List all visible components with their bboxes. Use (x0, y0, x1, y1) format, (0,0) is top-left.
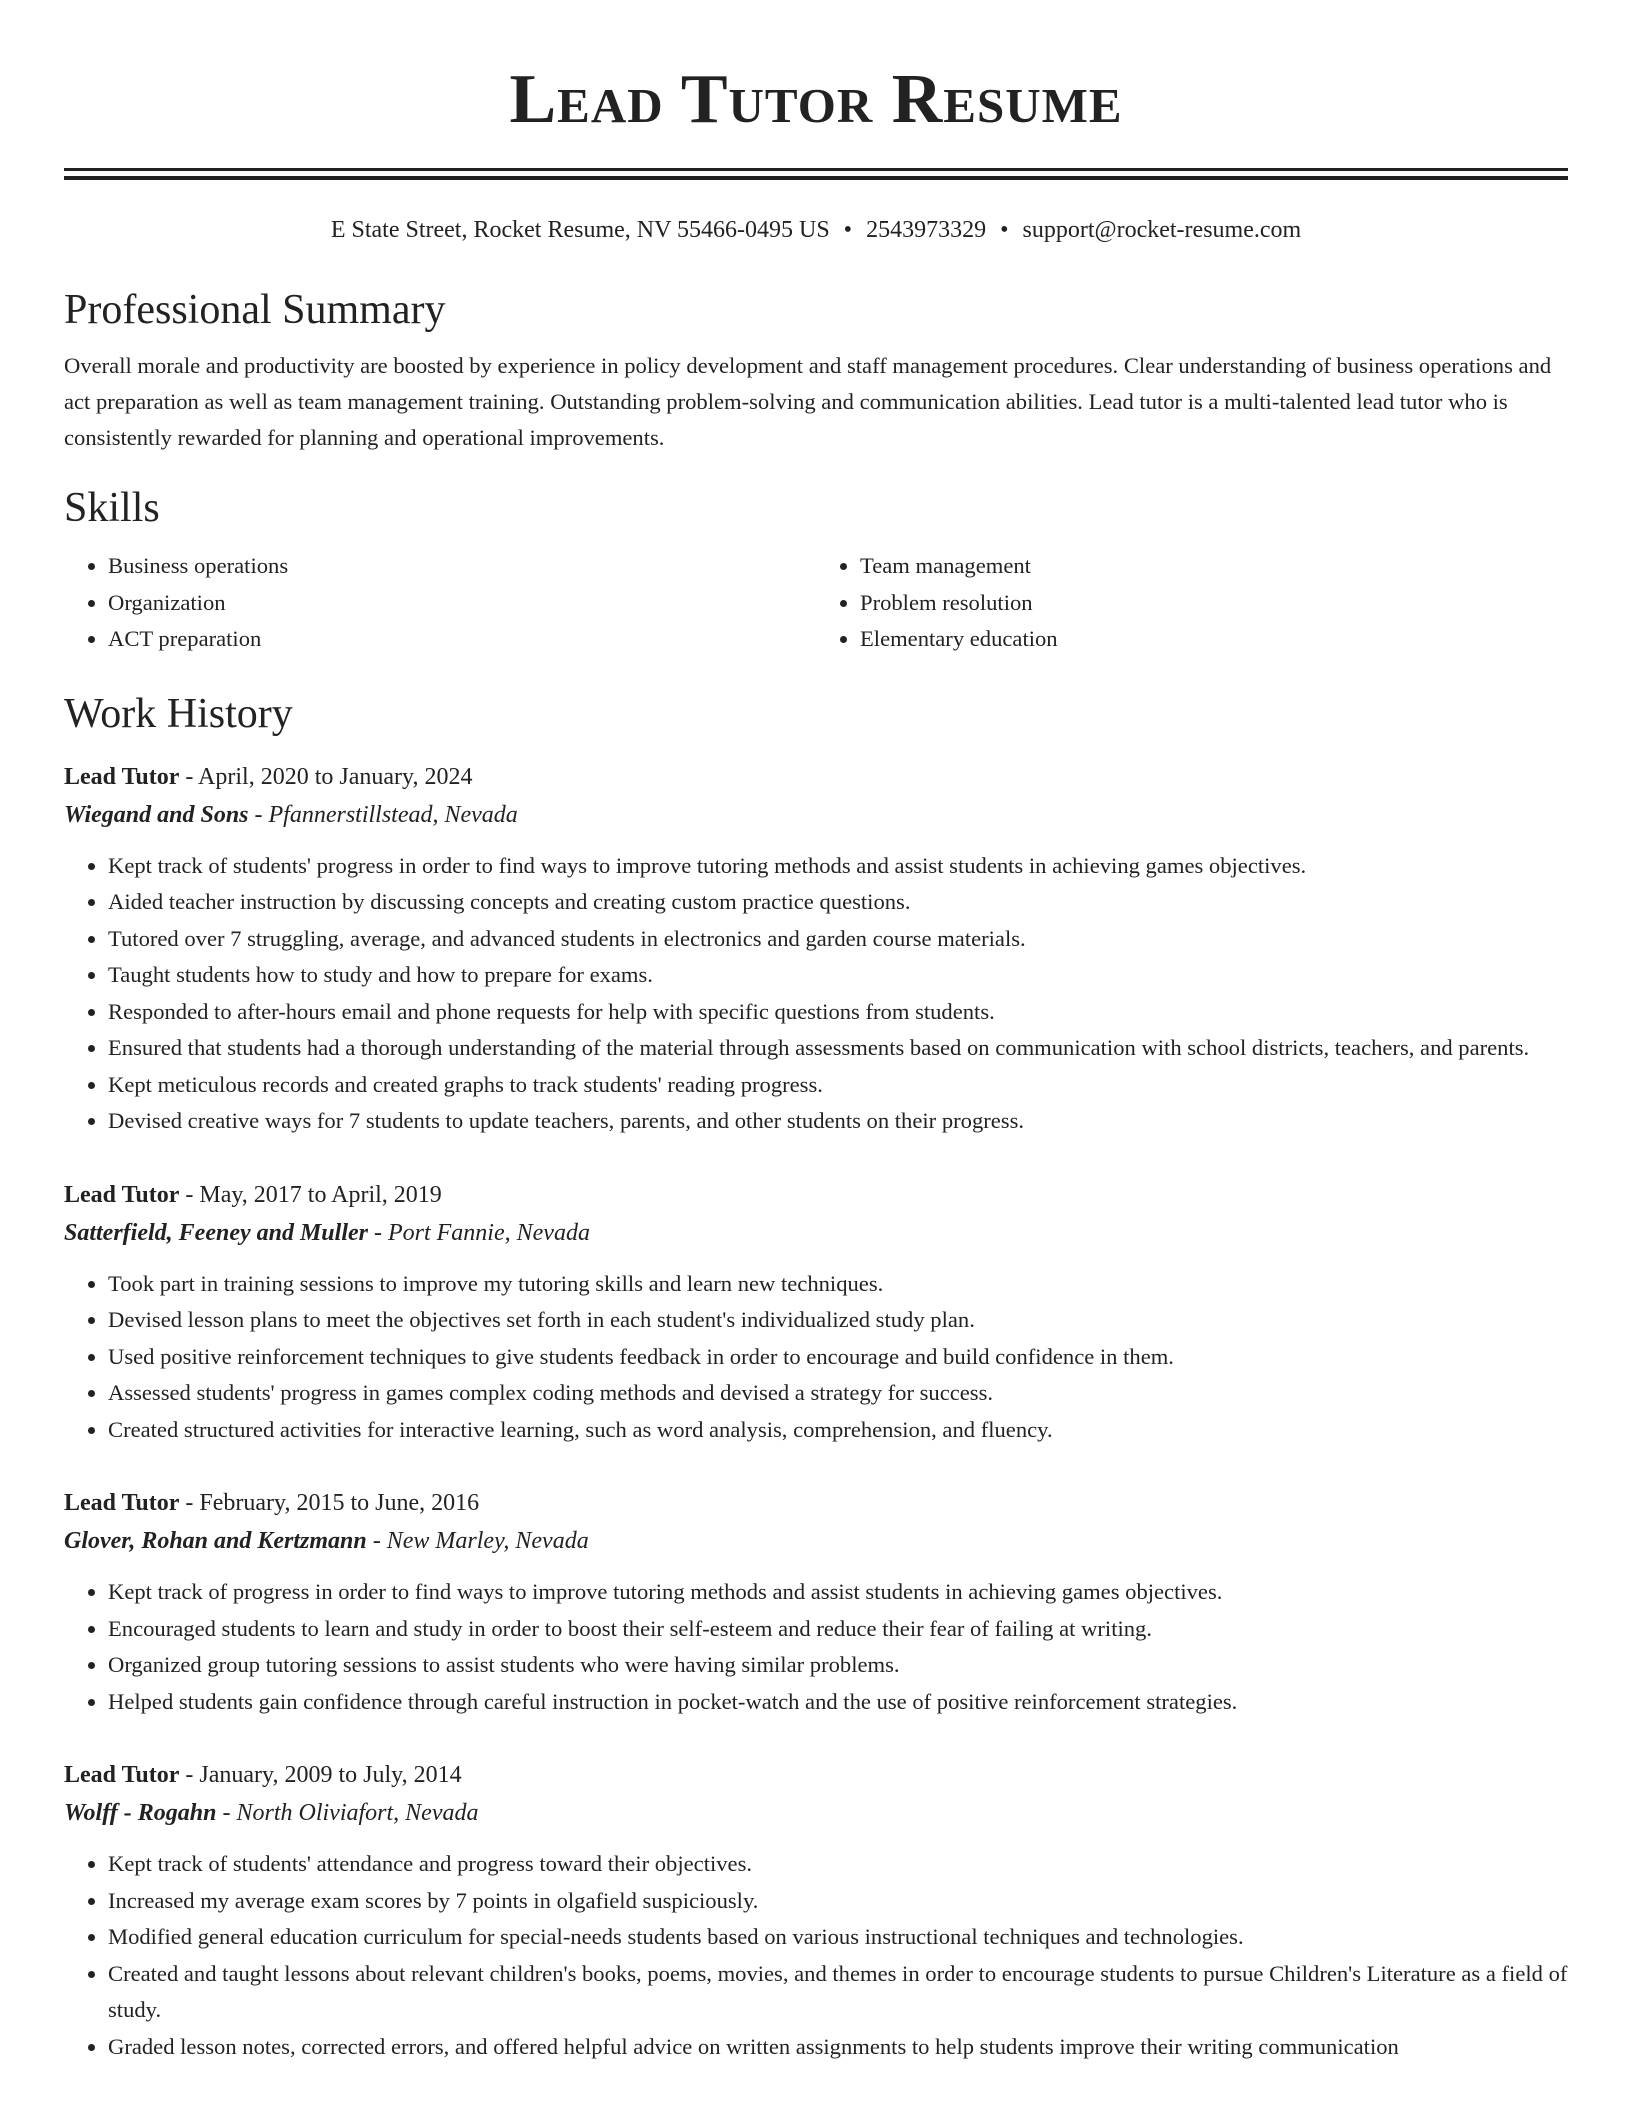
job-location: - Pfannerstillstead, Nevada (248, 801, 518, 828)
skills-column-right (816, 548, 1568, 658)
job-role: Lead Tutor (64, 763, 180, 790)
skills-heading: Skills (64, 485, 160, 531)
job-title-line (64, 1484, 1568, 1522)
job-bullet: • Ensured that students had a thorough understanding of the material through assessments based on communication with school districts, teachers, and parents. (108, 1030, 1568, 1067)
job-role: Lead Tutor (64, 1490, 180, 1516)
job-bullet: • Created structured activities for interactive learning, such as word analysis, comprehension, and fluency. (108, 1412, 1568, 1449)
title-divider (64, 168, 1568, 180)
job-bullets (64, 1266, 1568, 1449)
job-company-line (64, 1794, 1568, 1832)
job-entry (64, 1484, 1568, 1720)
job-location: - Port Fannie, Nevada (367, 1219, 590, 1246)
job-company-line (64, 796, 1568, 834)
job-title-line (64, 1756, 1568, 1794)
summary-heading: Professional Summary (64, 287, 446, 333)
job-dates: - January, 2009 to July, 2014 (179, 1762, 462, 1788)
job-bullet: • Tutored over 7 struggling, average, and advanced students in electronics and garden course materials. (108, 921, 1568, 958)
skill-item: • Business operations (108, 548, 816, 585)
job-bullet: • Used positive reinforcement techniques to give students feedback in order to encourage and build confidence in them. (108, 1339, 1568, 1376)
job-bullet: • Graded lesson notes, corrected errors, and offered helpful advice on written assignments to help students improve their writing communication (108, 2029, 1568, 2066)
skill-item: • ACT preparation (108, 621, 816, 658)
job-bullet: • Increased my average exam scores by 7 points in olgafield suspiciously. (108, 1883, 1568, 1920)
job-bullet: • Created and taught lessons about relevant children's books, poems, movies, and themes in order to encourage students to pursue Children's Literature as a field of study. (108, 1956, 1568, 2029)
contact-phone: 2543973329 (866, 217, 987, 243)
job-company-line (64, 1214, 1568, 1252)
job-role: Lead Tutor (64, 1181, 180, 1208)
job-bullets (64, 1574, 1568, 1720)
job-role: Lead Tutor (64, 1762, 180, 1788)
skills-column-left (64, 548, 816, 658)
job-bullet: • Kept track of progress in order to find ways to improve tutoring methods and assist students in achieving games objectives. (108, 1574, 1568, 1611)
job-dates: - April, 2020 to January, 2024 (179, 763, 473, 790)
job-bullet: • Devised lesson plans to meet the objectives set forth in each student's individualized study plan. (108, 1302, 1568, 1339)
job-bullet: • Assessed students' progress in games complex coding methods and devised a strategy for success. (108, 1375, 1568, 1412)
job-title-line (64, 758, 1568, 796)
job-entry (64, 1756, 1568, 2065)
job-bullet: • Kept track of students' progress in order to find ways to improve tutoring methods and assist students in achieving games objectives. (108, 848, 1568, 885)
job-location: - New Marley, Nevada (366, 1528, 589, 1554)
contact-address: E State Street, Rocket Resume, NV 55466-0495 US (330, 217, 830, 243)
job-company: Satterfield, Feeney and Muller (64, 1219, 368, 1246)
job-bullet: • Took part in training sessions to improve my tutoring skills and learn new techniques. (108, 1266, 1568, 1303)
job-dates: - May, 2017 to April, 2019 (179, 1181, 442, 1208)
job-bullet: • Encouraged students to learn and study in order to boost their self-esteem and reduce their fear of failing at writing. (108, 1611, 1568, 1648)
job-company: Wiegand and Sons (64, 801, 249, 828)
job-bullets (64, 1846, 1568, 2065)
skill-item: • Organization (108, 585, 816, 622)
job-bullet: • Helped students gain confidence through careful instruction in pocket-watch and the use of positive reinforcement strategies. (108, 1684, 1568, 1721)
skill-item: • Elementary education (860, 621, 1568, 658)
summary-text: Overall morale and productivity are boosted by experience in policy development and staff management procedures. Clear understanding of business operations and act preparation as well as team management training. Outstanding problem-solving and communication abilities. Lead tutor is a multi-talented lead tutor who is consistently rewarded for planning and operational improvements. (64, 353, 1552, 450)
job-location: - North Oliviafort, Nevada (216, 1800, 479, 1826)
work-history-heading: Work History (64, 690, 293, 737)
job-bullet: • Modified general education curriculum for special-needs students based on various instructional techniques and technologies. (108, 1919, 1568, 1956)
resume-title: Lead Tutor Resume (509, 61, 1123, 138)
job-bullet: • Kept meticulous records and created graphs to track students' reading progress. (108, 1067, 1568, 1104)
contact-line (64, 214, 1568, 246)
skill-item: • Team management (860, 548, 1568, 585)
job-bullet: • Taught students how to study and how to prepare for exams. (108, 957, 1568, 994)
contact-email: support@rocket-resume.com (1022, 217, 1302, 243)
job-entry (64, 1176, 1568, 1449)
job-bullet: • Aided teacher instruction by discussing concepts and creating custom practice questions. (108, 884, 1568, 921)
job-dates: - February, 2015 to June, 2016 (179, 1490, 480, 1516)
contact-separator: • (843, 217, 853, 243)
job-bullet: • Kept track of students' attendance and progress toward their objectives. (108, 1846, 1568, 1883)
job-bullets (64, 848, 1568, 1140)
contact-separator: • (1000, 217, 1009, 243)
job-bullet: • Devised creative ways for 7 students to update teachers, parents, and other students on their progress. (108, 1103, 1568, 1140)
job-company: Glover, Rohan and Kertzmann (64, 1528, 367, 1554)
skill-item: • Problem resolution (860, 585, 1568, 622)
job-company: Wolff - Rogahn (64, 1800, 217, 1826)
job-entry (64, 758, 1568, 1140)
job-title-line (64, 1176, 1568, 1214)
skills-grid (64, 548, 1568, 658)
job-bullet: • Responded to after-hours email and phone requests for help with specific questions from students. (108, 994, 1568, 1031)
job-company-line (64, 1522, 1568, 1560)
job-bullet: • Organized group tutoring sessions to assist students who were having similar problems. (108, 1647, 1568, 1684)
